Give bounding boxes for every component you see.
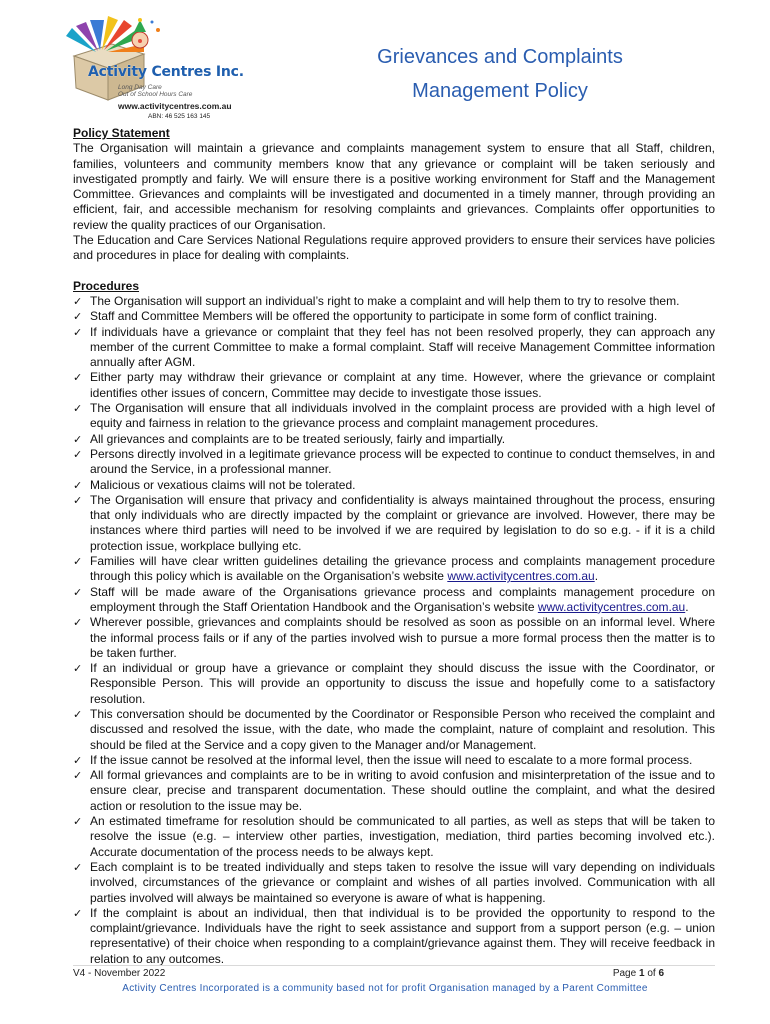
procedure-item [73,447,715,478]
checkmark-icon: ✓ [73,294,83,308]
logo-abn: ABN: 46 525 163 145 [148,113,211,120]
website-link[interactable]: www.activitycentres.com.au [537,599,686,614]
checkmark-icon: ✓ [73,585,83,599]
procedure-text: Staff and Committee Members will be offered the opportunity to participate in some form of conflict training. [90,309,658,324]
footer-tagline: Activity Centres Incorporated is a community based not for profit Organisation managed by a Parent Committee [122,983,648,994]
procedure-item [73,768,715,814]
procedure-item [73,585,715,616]
procedure-item [73,309,715,324]
page-current: 1 [638,968,645,979]
checkmark-icon: ✓ [73,493,83,507]
document-title [300,40,700,108]
checkmark-icon: ✓ [73,325,83,339]
logo-tagline-1: Long Day Care [118,84,162,91]
procedure-item [73,478,715,493]
procedure-text: Either party may withdraw their grievance or complaint at any time. However, where the grievance or complaint identifies other issues of concern, Committee may decide to investigate those issues. [90,370,715,400]
procedure-text: The Organisation will ensure that all individuals involved in the complaint process are provided with a high level of equity and fairness in relation to the grievance process and complaint management procedures. [90,401,715,431]
procedure-text: Malicious or vexatious claims will not be tolerated. [90,477,356,492]
procedure-text-end: . [594,569,599,584]
procedure-item [73,325,715,371]
procedure-text: If an individual or group have a grievance or complaint they should discuss the issue with the Coordinator, or Responsible Person. This will provide an opportunity to discuss the issue and hopefully come to a satisfactory resolution. [90,661,715,706]
title-line-2: Management Policy [412,80,588,102]
procedure-text: If individuals have a grievance or complaint that they feel has not been resolved properly, they can approach any member of the current Committee to make a formal complaint. Staff will receive Management Committee information annually after AGM. [90,324,715,370]
logo-name: Activity Centres Inc. [88,64,244,80]
checkmark-icon: ✓ [73,310,83,324]
checkmark-icon: ✓ [73,371,83,385]
procedure-item [73,294,715,309]
procedure-item [73,814,715,860]
document-body [73,126,715,967]
procedure-item [73,493,715,554]
procedure-item [73,661,715,707]
footer-version: V4 - November 2022 [73,968,166,979]
procedure-text: If the issue cannot be resolved at the informal level, then the issue will need to escalate to a more formal process. [90,752,693,767]
procedures-list [73,294,715,967]
procedure-text: Wherever possible, grievances and complaints should be resolved as soon as possible on an informal level. Where the informal process fails or if any of the parties involved wish to pursue a more formal process then the matter is to be taken further. [90,615,715,660]
footer-page-number [613,968,664,979]
procedure-text: An estimated timeframe for resolution should be communicated to all parties, as well as steps that will be taken to resolve the issue (e.g. – interview other parties, investigation, mediation, third parties becoming involved etc.). Accurate documentation of the process needs to be always kept. [90,814,715,859]
title-line-1: Grievances and Complaints [377,46,623,68]
procedure-item [73,432,715,447]
policy-statement-paragraph-2: The Education and Care Services National Regulations require approved providers to ensure their services have policies and procedures in place for dealing with complaints. [73,233,715,263]
checkmark-icon: ✓ [73,906,83,920]
checkmark-icon: ✓ [73,815,83,829]
checkmark-icon: ✓ [73,662,83,676]
procedure-item [73,554,715,585]
checkmark-icon: ✓ [73,432,83,446]
checkmark-icon: ✓ [73,753,83,767]
checkmark-icon: ✓ [73,707,83,721]
procedure-text-end: . [685,599,689,614]
procedure-text: All grievances and complaints are to be treated seriously, fairly and impartially. [90,431,506,446]
procedure-text: Families will have clear written guidelines detailing the grievance process and complaints management procedure through this policy which is available on the Organisation’s website [90,554,715,584]
policy-statement-heading: Policy Statement [73,126,170,140]
website-link[interactable]: www.activitycentres.com.au [447,569,595,584]
organisation-logo [52,14,262,120]
checkmark-icon: ✓ [73,860,83,874]
page-total: 6 [658,968,664,979]
checkmark-icon: ✓ [73,447,83,461]
page-label: Page [612,968,637,979]
checkmark-icon: ✓ [73,402,83,416]
procedure-item [73,370,715,401]
page-of: of [647,968,656,979]
procedure-text: This conversation should be documented by the Coordinator or Responsible Person who received the complaint and discussed and resolved the issue, with the date, who made the complaint, nature of complaint and resolution. This should be filed at the Service and a copy given to the Manager and/or Management. [90,706,715,752]
procedure-item [73,753,715,768]
checkmark-icon: ✓ [73,478,83,492]
procedure-item [73,707,715,753]
procedure-item [73,615,715,661]
footer-divider [73,965,715,966]
procedure-text: The Organisation will ensure that privacy and confidentiality is always maintained throughout the process, ensuring that only individuals who are directly impacted by the complaint or grievance are involved. However, there may be instances where third parties will need to be involved if we are required by legislation to do so e.g. - if it is a child protection issue, workplace bullying etc. [90,492,715,553]
logo-website: www.activitycentres.com.au [118,101,232,111]
procedure-text: Persons directly involved in a legitimate grievance process will be expected to continue to conduct themselves, in and around the Service, in a professional manner. [90,446,715,477]
checkmark-icon: ✓ [73,555,83,569]
procedure-item [73,860,715,906]
procedures-heading: Procedures [73,278,140,293]
checkmark-icon: ✓ [73,616,83,630]
policy-statement-paragraph-1: The Organisation will maintain a grievance and complaints management system to ensure that all Staff, children, families, volunteers and community members know that any grievance or complaint will be taken seriously and investigated promptly and fairly. We will ensure there is a positive working environment for Staff and the Management Committee. Grievances and complaints will be investigated and documented in a timely manner, through providing an efficient, fair, and accessible mechanism for resolving complaints and grievances. Complaints offer opportunities to review the quality practices of our Organisation. [73,141,715,232]
procedure-text: All formal grievances and complaints are to be in writing to avoid confusion and misinterpretation of the issue and to ensure clear, precise and transparent documentation. These should outline the complaint, and what the desired action or resolution to the issue may be. [90,768,715,813]
procedure-text: If the complaint is about an individual, then that individual is to be provided the opportunity to respond to the complaint/grievance. Individuals have the right to seek assistance and support from a support person (e.g. – union representative) of their choice when responding to a complaint/grievance against them. They will receive feedback in relation to any outcomes. [90,905,715,966]
procedure-text: Staff will be made aware of the Organisations grievance process and complaints management procedure on employment through the Staff Orientation Handbook and the Organisation’s website [90,584,715,614]
logo-tagline-2: Out of School Hours Care [118,91,193,98]
procedure-text: Each complaint is to be treated individually and steps taken to resolve the issue will vary depending on individuals involved, circumstances of the grievance or complaint and wishes of all parties involved. Communication with all parties involved will always be maintained so everyone is aware of what is happening. [90,859,715,905]
checkmark-icon: ✓ [73,769,83,783]
procedure-item [73,401,715,432]
procedure-text: The Organisation will support an individual’s right to make a complaint and will help them to try to resolve them. [90,293,680,308]
procedure-item [73,906,715,967]
